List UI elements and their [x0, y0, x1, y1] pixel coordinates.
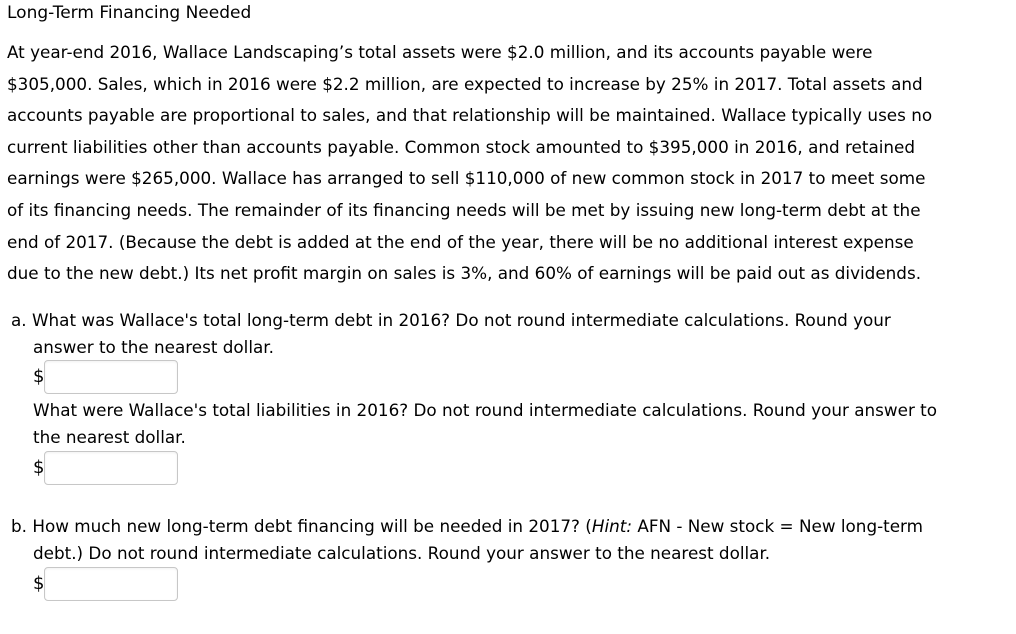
question-b-line1: [11, 513, 1011, 540]
question-a-followup-text: [33, 397, 1013, 451]
problem-line: $305,000. Sales, which in 2016 were $2.2 million, are expected to increase by 25% in 2017. Total assets and: [7, 73, 923, 94]
dollar-sign: $: [33, 457, 45, 478]
question-a-text: [11, 307, 1011, 361]
answer-b-row: [33, 566, 178, 602]
problem-line: end of 2017. (Because the debt is added at the end of the year, there will be no additional interest expense: [7, 231, 914, 252]
total-liabilities-2016-input[interactable]: [44, 451, 178, 485]
hint-label: Hint:: [591, 516, 632, 536]
problem-line: current liabilities other than accounts payable. Common stock amounted to $395,000 in 2016, and retained: [7, 136, 915, 157]
question-a-line2: answer to the nearest dollar.: [33, 337, 274, 357]
question-a-followup-line2: the nearest dollar.: [33, 427, 186, 447]
answer-a2-row: [33, 450, 178, 486]
dollar-sign: $: [33, 366, 45, 387]
problem-line: due to the new debt.) Its net profit margin on sales is 3%, and 60% of earnings will be paid out as dividends.: [7, 263, 922, 284]
problem-line: of its financing needs. The remainder of its financing needs will be met by issuing new long-term debt at the: [7, 199, 921, 220]
new-long-term-debt-2017-input[interactable]: [44, 567, 178, 601]
answer-a1-row: [33, 359, 178, 395]
question-a-line1: a. What was Wallace's total long-term debt in 2016? Do not round intermediate calculations. Round your: [11, 310, 891, 330]
question-b-line2: debt.) Do not round intermediate calculations. Round your answer to the nearest dollar.: [33, 543, 771, 563]
hint-text: AFN - New stock = New long-term: [632, 516, 924, 536]
dollar-sign: $: [33, 573, 45, 594]
problem-line: At year-end 2016, Wallace Landscaping’s total assets were $2.0 million, and its accounts payable were: [7, 42, 873, 62]
problem-line: earnings were $265,000. Wallace has arranged to sell $110,000 of new common stock in 2017 to meet some: [7, 168, 926, 189]
problem-statement: [7, 37, 1011, 290]
long-term-debt-2016-input[interactable]: [44, 360, 178, 394]
page-title: Long-Term Financing Needed: [7, 3, 252, 23]
question-b-text: [11, 513, 1011, 567]
question-b-prefix: b. How much new long-term debt financing will be needed in 2017? (: [11, 516, 592, 536]
question-a-followup-line1: What were Wallace's total liabilities in 2016? Do not round intermediate calculations. Round your answer to: [33, 400, 938, 420]
problem-line: accounts payable are proportional to sales, and that relationship will be maintained. Wallace typically uses no: [7, 105, 933, 126]
